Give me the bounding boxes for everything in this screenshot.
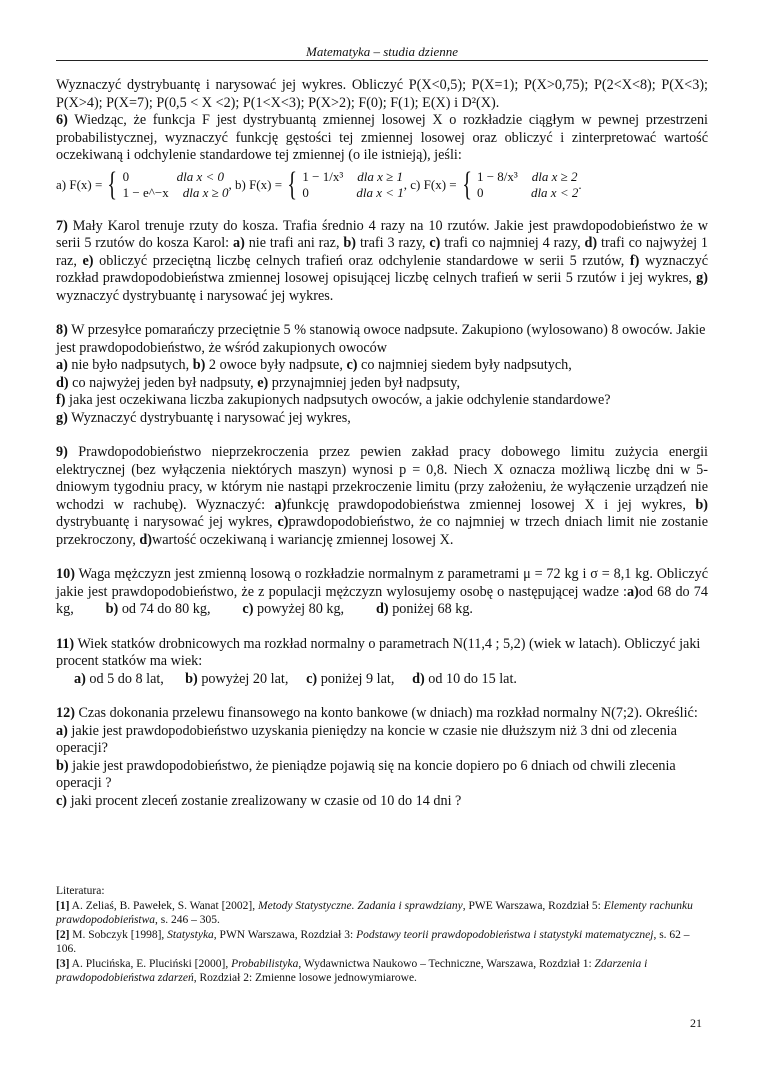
case-expr: 0 bbox=[122, 168, 130, 184]
item-text: od 10 do 15 lat. bbox=[428, 670, 517, 687]
case-cond: dla x < 0 bbox=[176, 168, 225, 184]
problem-11 bbox=[56, 636, 708, 689]
cases-a bbox=[123, 169, 229, 201]
problem-9 bbox=[56, 444, 708, 549]
item-text: co najmniej siedem były nadpsutych, bbox=[361, 357, 572, 373]
formula-row bbox=[56, 165, 708, 203]
ref-authors: A. Plucińska, E. Pluciński [2000], bbox=[71, 957, 229, 970]
item-label: d) bbox=[376, 601, 389, 617]
item-label: b) bbox=[185, 670, 198, 687]
problem-text: Prawdopodobieństwo nieprzekroczenia przez pewien zakład pracy dobowego limitu zużycia energii elektrycznej (bez wyłączenia niektórych maszyn) wynosi p = 0,8. Niech X oznacza możliwą liczbę dni w 5-dniowym tygodniu pracy, w którym nie nastąpi przekroczenie limitu (przy założeniu, że wyłączenie urządzeń nie wchodzi w rachubę). Wyznaczyć: bbox=[56, 444, 708, 513]
item-text: dystrybuantę i narysować jej wykres, bbox=[56, 514, 273, 530]
page-number: 21 bbox=[690, 1016, 702, 1030]
item-label: a) bbox=[56, 357, 68, 373]
item-label: b) bbox=[343, 235, 357, 251]
problem-number: 7) bbox=[56, 217, 68, 234]
item-text: co najwyżej jeden był nadpsuty, bbox=[72, 374, 254, 391]
item-text: Wyznaczyć dystrybuantę i narysować jej wykres, bbox=[71, 409, 351, 426]
problem-number: 11) bbox=[56, 635, 75, 652]
ref-publisher: , PWE Warszawa, Rozdział 5: bbox=[462, 899, 601, 912]
item-label: d) bbox=[412, 670, 425, 687]
item-label: d) bbox=[56, 374, 69, 391]
item-label: c) bbox=[56, 792, 68, 809]
item-label: c) bbox=[429, 235, 441, 251]
item-label: c) bbox=[306, 670, 318, 687]
item-text: obliczyć przeciętną liczbę celnych trafień oraz odchylenie standardowe w serii 5 rzutów, bbox=[99, 252, 625, 269]
page-header: Matematyka – studia dzienne bbox=[306, 44, 458, 59]
ref-authors: M. Sobczyk [1998], bbox=[72, 928, 165, 941]
item-label: b) bbox=[695, 496, 709, 513]
cases-b bbox=[302, 169, 403, 201]
item-label: b) bbox=[56, 757, 69, 774]
item-text: przynajmniej jeden był nadpsuty, bbox=[271, 374, 460, 391]
item-label: a) bbox=[232, 235, 245, 251]
item-text: wyznaczyć dystrybuantę i narysować jej wykres. bbox=[56, 287, 334, 304]
problem-text: Mały Karol trenuje rzuty do kosza. Trafia średnio 4 razy na 10 rzutów. Jakie jest prawdopodobieństwo że w serii 5 rzutów do kosza Karol: bbox=[56, 217, 708, 251]
reference-2 bbox=[56, 928, 708, 957]
case-cond: dla x < 2 bbox=[530, 184, 579, 200]
ref-pages: , s. 62 – 106. bbox=[56, 928, 690, 955]
header-rule bbox=[56, 60, 708, 61]
case-expr: 0 bbox=[302, 184, 309, 200]
problem-text: Waga mężczyzn jest zmienną losową o rozkładzie normalnym z parametrami μ = 72 kg i σ = 8,1 kg. Obliczyć jakie jest prawdopodobieństwo, że z populacji mężczyzn wylosujemy osobę o następującej wadze : bbox=[56, 566, 708, 600]
literature-section bbox=[56, 884, 708, 986]
ref-authors: A. Zeliaś, B. Pawełek, S. Wanat [2002], bbox=[71, 899, 256, 912]
item-text: powyżej 20 lat, bbox=[201, 670, 289, 687]
ref-publisher: , PWN Warszawa, Rozdział 3: bbox=[213, 928, 354, 941]
brace: { bbox=[107, 165, 118, 203]
problem-number: 10) bbox=[56, 566, 75, 582]
ref-pages: , s. 246 – 305. bbox=[155, 914, 220, 926]
case-cond: dla x ≥ 1 bbox=[357, 168, 403, 184]
cases-c bbox=[477, 169, 578, 201]
item-text: jaki procent zleceń zostanie zrealizowany w czasie od 10 do 14 dni ? bbox=[70, 792, 462, 809]
item-text: od 68 do 74 kg, bbox=[56, 583, 708, 617]
problem-12 bbox=[56, 705, 708, 810]
ref-chapter: Elementy rachunku prawdopodobieństwa bbox=[56, 899, 693, 926]
item-text: funkcję prawdopodobieństwa zmiennej losowej X i jej wykres, bbox=[286, 496, 686, 513]
problem-8 bbox=[56, 322, 708, 427]
intro-paragraph: Wyznaczyć dystrybuantę i narysować jej wykres. Obliczyć P(X<0,5); P(X=1); P(X>0,75); P(2<X<8); P(X<3); P(X>4); P(X=7); P(0,5 < X <2); P(1<X<3); P(X>2); F(0); F(1); E(X) i D²(X). bbox=[56, 77, 708, 111]
item-label: a) bbox=[56, 722, 68, 739]
brace: { bbox=[287, 165, 298, 203]
ref-number: [3] bbox=[56, 957, 70, 970]
problem-number: 12) bbox=[56, 705, 75, 721]
item-label: c) bbox=[242, 601, 254, 617]
formula-end: . bbox=[578, 176, 582, 192]
ref-publisher: , Wydawnictwa Naukowo – Techniczne, Warszawa, Rozdział 1: bbox=[298, 957, 592, 970]
item-text: wartość oczekiwaną i wariancję zmiennej losowej X. bbox=[152, 531, 454, 548]
item-label: c) bbox=[346, 357, 358, 373]
case-expr: 1 − e^−x bbox=[122, 184, 169, 200]
item-label: e) bbox=[82, 252, 94, 269]
item-text: prawdopodobieństwo, że co najmniej w trzech dniach limit nie zostanie przekroczony, bbox=[56, 514, 708, 548]
ref-title: Probabilistyka bbox=[231, 957, 299, 970]
item-text: jaka jest oczekiwana liczba zakupionych nadpsutych owoców, a jakie odchylenie standardowe? bbox=[69, 392, 611, 408]
problem-number: 6) bbox=[56, 112, 68, 128]
item-text: poniżej 9 lat, bbox=[320, 670, 395, 687]
item-label: f) bbox=[629, 252, 640, 269]
item-text: trafi co najmniej 4 razy, bbox=[444, 235, 581, 251]
item-label: b) bbox=[105, 601, 119, 617]
problem-number: 9) bbox=[56, 444, 68, 460]
ref-number: [2] bbox=[56, 928, 70, 941]
case-cond: dla x < 1 bbox=[356, 184, 404, 200]
ref-title: Statystyka bbox=[167, 928, 214, 941]
item-text: nie trafi ani raz, bbox=[248, 235, 340, 251]
item-text: wyznaczyć rozkład prawdopodobieństwa zmiennej losowej opisującej liczbę celnych trafień w serii 5 rzutów i jej wykres, bbox=[56, 252, 708, 286]
case-expr: 1 − 8/x³ bbox=[476, 168, 518, 184]
ref-number: [1] bbox=[56, 899, 70, 912]
formula-c-label: , c) F(x) = bbox=[403, 176, 457, 192]
brace: { bbox=[461, 165, 472, 203]
document-body bbox=[56, 77, 708, 827]
item-text: poniżej 68 kg. bbox=[392, 601, 473, 617]
item-text: jakie jest prawdopodobieństwo, że pieniądze pojawią się na koncie dopiero po 6 dniach od chwili zlecenia operacji ? bbox=[56, 757, 676, 791]
problem-6 bbox=[56, 112, 708, 201]
ref-end: , Rozdział 2: Zmienne losowe jednowymiarowe. bbox=[193, 972, 417, 984]
item-label: d) bbox=[584, 235, 598, 251]
item-label: a) bbox=[626, 583, 639, 600]
case-cond: dla x ≥ 0 bbox=[182, 184, 229, 200]
ref-title: Metody Statystyczne. Zadania i sprawdziany bbox=[258, 899, 463, 912]
problem-text: W przesyłce pomarańczy przeciętnie 5 % stanowią owoce nadpsute. Zakupiono (wylosowano) 8 owoców. Jakie jest prawdopodobieństwo, że wśród zakupionych owoców bbox=[56, 322, 706, 356]
case-expr: 1 − 1/x³ bbox=[302, 168, 344, 184]
item-text: jakie jest prawdopodobieństwo uzyskania pieniędzy na koncie w czasie nie dłuższym niż 3 dni od zlecenia operacji? bbox=[56, 722, 677, 756]
item-label: g) bbox=[56, 409, 68, 426]
literature-title: Literatura: bbox=[56, 885, 105, 897]
problem-text: Czas dokonania przelewu finansowego na konto bankowe (w dniach) ma rozkład normalny N(7;2). Określić: bbox=[78, 705, 698, 721]
item-text: trafi 3 razy, bbox=[359, 235, 426, 251]
case-expr: 0 bbox=[476, 184, 484, 200]
reference-3 bbox=[56, 957, 708, 986]
formula-a-label: a) F(x) = bbox=[56, 176, 103, 192]
item-text: nie było nadpsutych, bbox=[71, 357, 190, 373]
item-text: trafi co najwyżej 1 raz, bbox=[56, 235, 709, 269]
ref-chapter: Zdarzenia i prawdopodobieństwa zdarzeń bbox=[56, 957, 648, 984]
item-text: powyżej 80 kg, bbox=[257, 601, 345, 617]
problem-7 bbox=[56, 218, 708, 306]
item-text: od 5 do 8 lat, bbox=[89, 670, 164, 687]
item-label: e) bbox=[257, 374, 269, 391]
item-label: c) bbox=[277, 514, 289, 530]
problem-10 bbox=[56, 566, 708, 619]
item-label: f) bbox=[56, 392, 66, 408]
problem-text: Wiedząc, że funkcja F jest dystrybuantą zmiennej losowej X o rozkładzie ciągłym w pewnej przestrzeni probabilistycznej, wyznaczyć funkcję gęstości tej zmiennej losowej oraz obliczyć i zinterpretować wartość oczekiwaną i odchylenie standardowe tej zmiennej (o ile istnieją), jeśli: bbox=[56, 112, 708, 163]
problem-number: 8) bbox=[56, 322, 68, 338]
item-label: a) bbox=[274, 496, 287, 513]
reference-1 bbox=[56, 899, 708, 928]
item-label: g) bbox=[696, 270, 708, 286]
ref-chapter: Podstawy teorii prawdopodobieństwa i statystyki matematycznej bbox=[356, 928, 654, 941]
item-label: d) bbox=[139, 531, 152, 548]
item-label: b) bbox=[192, 357, 206, 373]
item-text: 2 owoce były nadpsute, bbox=[208, 357, 343, 373]
item-label: a) bbox=[74, 670, 86, 687]
item-text: od 74 do 80 kg, bbox=[121, 601, 211, 617]
formula-b-label: , b) F(x) = bbox=[228, 176, 283, 192]
case-cond: dla x ≥ 2 bbox=[531, 168, 578, 184]
problem-text: Wiek statków drobnicowych ma rozkład normalny o parametrach N(11,4 ; 5,2) (wiek w latach). Obliczyć jaki procent statków ma wiek: bbox=[56, 635, 701, 669]
